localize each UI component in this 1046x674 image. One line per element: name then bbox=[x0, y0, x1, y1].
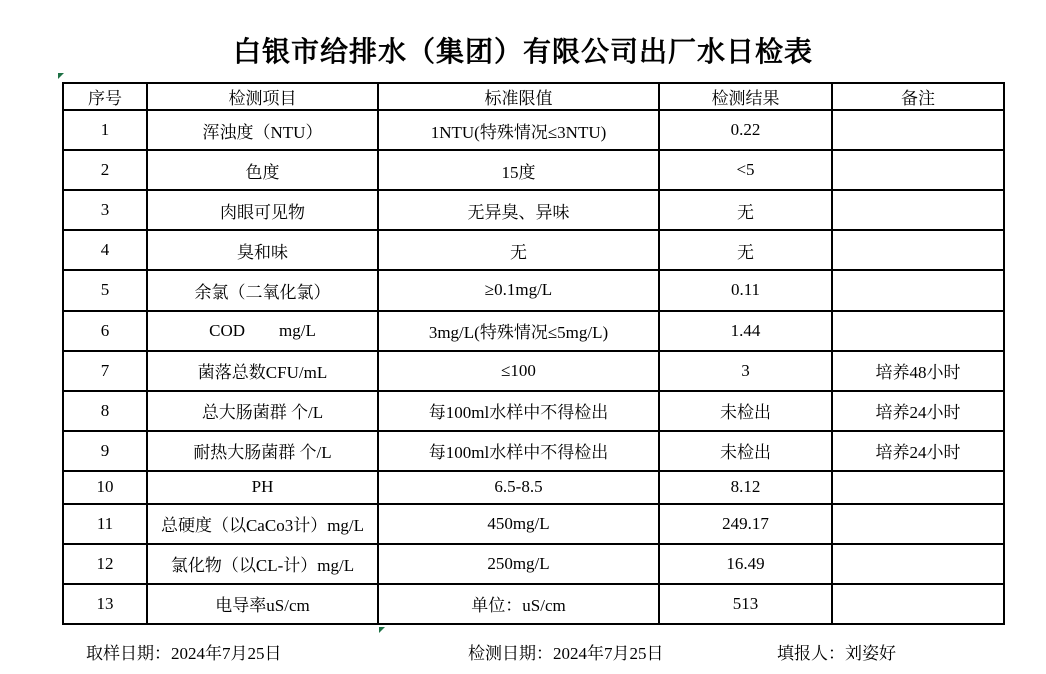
sampling-date: 取样日期：2024年7月25日 bbox=[86, 644, 282, 663]
cell-result: 无 bbox=[659, 230, 832, 270]
cell-item: PH bbox=[147, 471, 378, 504]
reporter-name: 填报人：刘姿好 bbox=[777, 644, 896, 663]
cell-limit: 3mg/L(特殊情况≤5mg/L) bbox=[378, 311, 659, 351]
cell-remark bbox=[832, 150, 1004, 190]
cell-no: 10 bbox=[63, 471, 147, 504]
cell-limit: 无 bbox=[378, 230, 659, 270]
col-header-item: 检测项目 bbox=[147, 83, 378, 110]
table-row bbox=[63, 431, 1004, 471]
cell-result: 8.12 bbox=[659, 471, 832, 504]
inspection-table bbox=[62, 82, 1005, 625]
cell-no: 1 bbox=[63, 110, 147, 150]
cell-result: 16.49 bbox=[659, 544, 832, 584]
cell-no: 7 bbox=[63, 351, 147, 391]
cell-remark: 培养24小时 bbox=[832, 391, 1004, 431]
col-header-result: 检测结果 bbox=[659, 83, 832, 110]
cell-limit: ≥0.1mg/L bbox=[378, 270, 659, 310]
cell-item: 总大肠菌群 个/L bbox=[147, 391, 378, 431]
cell-item: 菌落总数CFU/mL bbox=[147, 351, 378, 391]
report-footer bbox=[0, 639, 1046, 663]
cell-item: 氯化物（以CL-计）mg/L bbox=[147, 544, 378, 584]
cell-item: 电导率uS/cm bbox=[147, 584, 378, 624]
col-header-no: 序号 bbox=[63, 83, 147, 110]
cell-limit: 1NTU(特殊情况≤3NTU) bbox=[378, 110, 659, 150]
table-row bbox=[63, 311, 1004, 351]
cell-result: 未检出 bbox=[659, 391, 832, 431]
cell-limit: 6.5-8.5 bbox=[378, 471, 659, 504]
cell-remark bbox=[832, 270, 1004, 310]
cell-item: 总硬度（以CaCo3计）mg/L bbox=[147, 504, 378, 544]
cell-result: <5 bbox=[659, 150, 832, 190]
cell-remark bbox=[832, 311, 1004, 351]
table-row bbox=[63, 351, 1004, 391]
cell-no: 12 bbox=[63, 544, 147, 584]
cell-remark bbox=[832, 584, 1004, 624]
header-row bbox=[63, 83, 1004, 110]
cell-limit: 450mg/L bbox=[378, 504, 659, 544]
report-title: 白银市给排水（集团）有限公司出厂水日检表 bbox=[232, 36, 813, 67]
table-row bbox=[63, 584, 1004, 624]
cell-result: 1.44 bbox=[659, 311, 832, 351]
cell-result: 无 bbox=[659, 190, 832, 230]
cell-remark bbox=[832, 230, 1004, 270]
table-row bbox=[63, 230, 1004, 270]
table-row bbox=[63, 110, 1004, 150]
cell-item: 浑浊度（NTU） bbox=[147, 110, 378, 150]
cell-remark bbox=[832, 504, 1004, 544]
table-row bbox=[63, 190, 1004, 230]
test-date: 检测日期：2024年7月25日 bbox=[468, 644, 664, 663]
cell-no: 5 bbox=[63, 270, 147, 310]
cell-limit: 无异臭、异味 bbox=[378, 190, 659, 230]
cell-flag-icon-bottom bbox=[379, 627, 385, 633]
cell-limit: 15度 bbox=[378, 150, 659, 190]
cell-remark bbox=[832, 471, 1004, 504]
cell-item: COD mg/L bbox=[147, 311, 378, 351]
cell-limit: 每100ml水样中不得检出 bbox=[378, 391, 659, 431]
cell-no: 2 bbox=[63, 150, 147, 190]
cell-remark bbox=[832, 190, 1004, 230]
cell-limit: 250mg/L bbox=[378, 544, 659, 584]
cell-no: 13 bbox=[63, 584, 147, 624]
cell-no: 11 bbox=[63, 504, 147, 544]
cell-remark bbox=[832, 544, 1004, 584]
table-row bbox=[63, 544, 1004, 584]
cell-result: 513 bbox=[659, 584, 832, 624]
table-row bbox=[63, 471, 1004, 504]
cell-result: 0.22 bbox=[659, 110, 832, 150]
cell-result: 未检出 bbox=[659, 431, 832, 471]
table-row bbox=[63, 391, 1004, 431]
cell-result: 3 bbox=[659, 351, 832, 391]
cell-limit: 单位：uS/cm bbox=[378, 584, 659, 624]
cell-result: 249.17 bbox=[659, 504, 832, 544]
cell-item: 臭和味 bbox=[147, 230, 378, 270]
cell-flag-icon-top bbox=[58, 73, 64, 79]
table-row bbox=[63, 504, 1004, 544]
cell-result: 0.11 bbox=[659, 270, 832, 310]
cell-no: 8 bbox=[63, 391, 147, 431]
col-header-remark: 备注 bbox=[832, 83, 1004, 110]
cell-item: 耐热大肠菌群 个/L bbox=[147, 431, 378, 471]
col-header-limit: 标准限值 bbox=[378, 83, 659, 110]
cell-limit: ≤100 bbox=[378, 351, 659, 391]
cell-remark: 培养48小时 bbox=[832, 351, 1004, 391]
table-row bbox=[63, 150, 1004, 190]
cell-item: 色度 bbox=[147, 150, 378, 190]
cell-item: 肉眼可见物 bbox=[147, 190, 378, 230]
cell-no: 6 bbox=[63, 311, 147, 351]
cell-no: 9 bbox=[63, 431, 147, 471]
cell-no: 4 bbox=[63, 230, 147, 270]
cell-remark: 培养24小时 bbox=[832, 431, 1004, 471]
table-row bbox=[63, 270, 1004, 310]
cell-limit: 每100ml水样中不得检出 bbox=[378, 431, 659, 471]
cell-item: 余氯（二氧化氯） bbox=[147, 270, 378, 310]
cell-remark bbox=[832, 110, 1004, 150]
cell-no: 3 bbox=[63, 190, 147, 230]
